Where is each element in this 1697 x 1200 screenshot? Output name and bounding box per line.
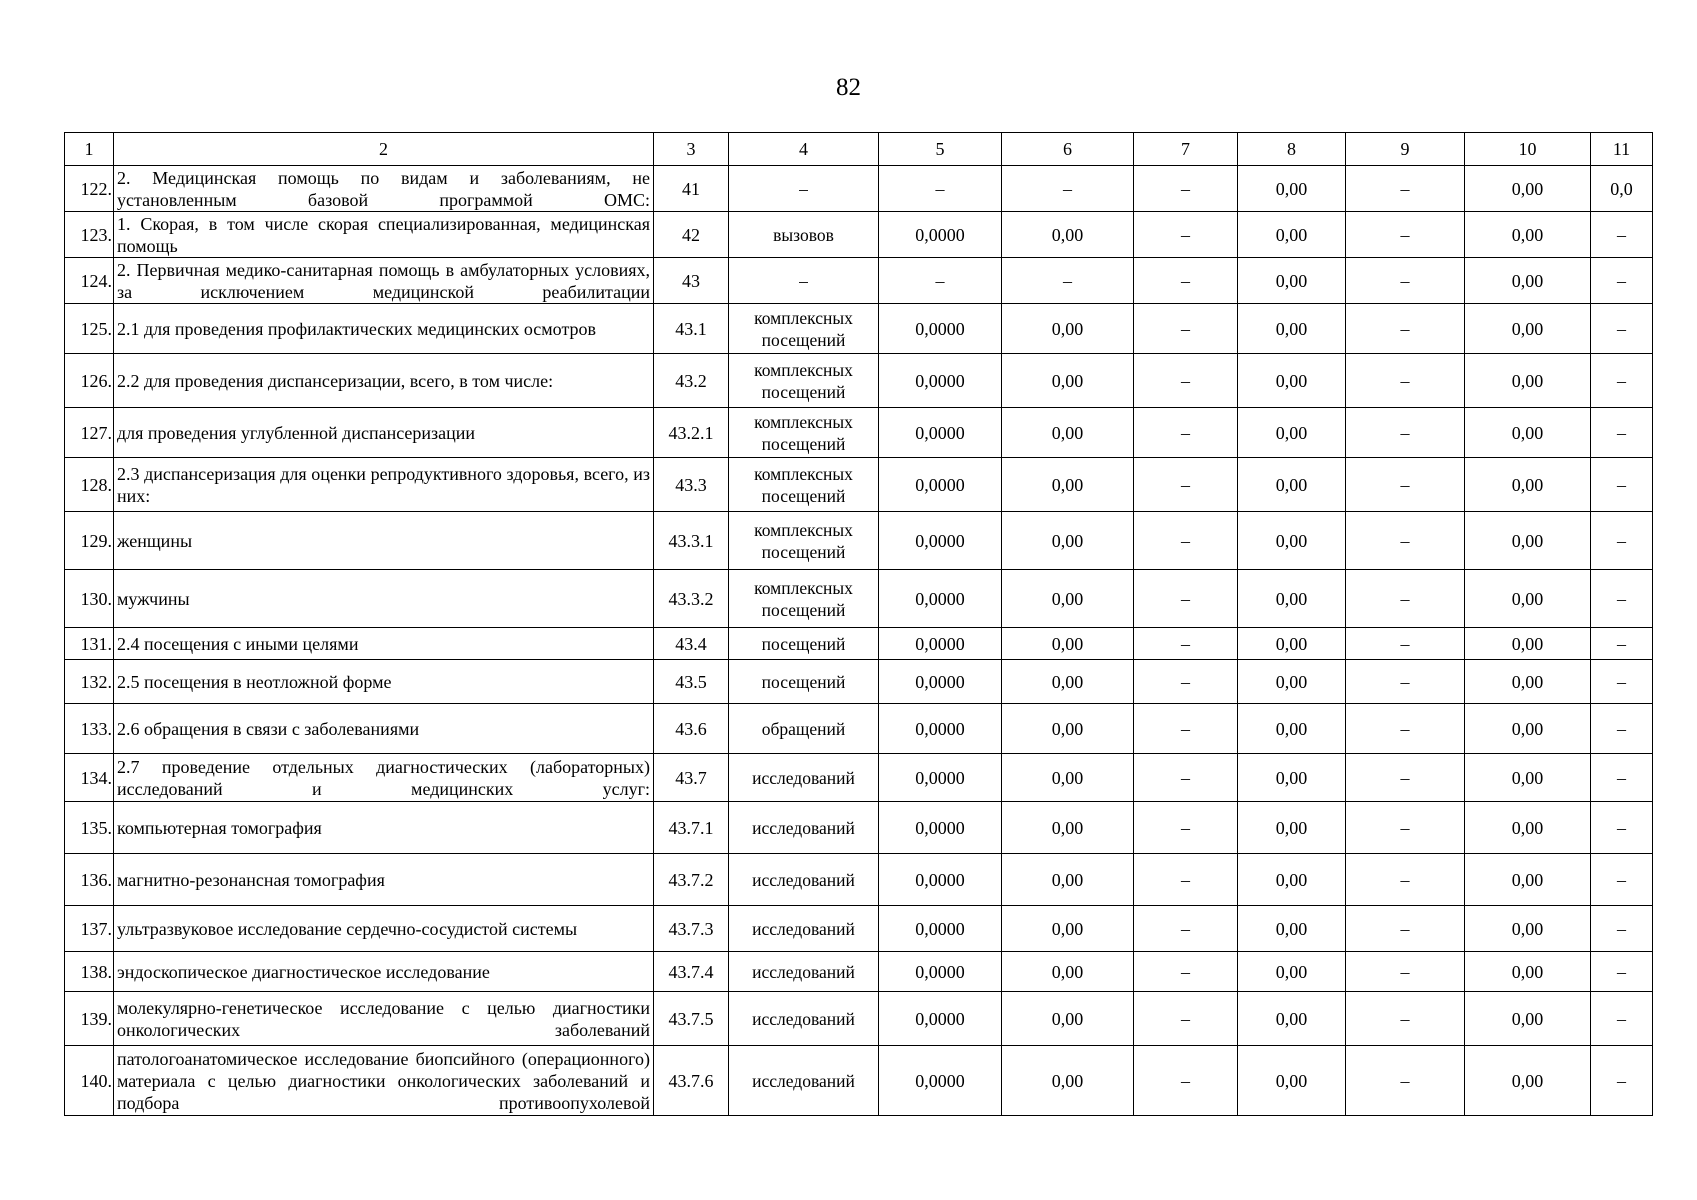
row-code-cell: 43.7.1 bbox=[654, 802, 729, 854]
row-number-cell: 123. bbox=[65, 212, 114, 258]
row-col5-cell: 0,0000 bbox=[879, 802, 1002, 854]
row-col10-cell: 0,00 bbox=[1465, 952, 1591, 992]
row-name-cell: ультразвуковое исследование сердечно-сосудистой системы bbox=[114, 906, 654, 952]
row-col10-cell: 0,00 bbox=[1465, 212, 1591, 258]
row-number-cell: 132. bbox=[65, 660, 114, 704]
table-row bbox=[65, 258, 1653, 304]
row-col11-cell: – bbox=[1591, 628, 1653, 660]
row-col5-cell: 0,0000 bbox=[879, 354, 1002, 408]
row-code-cell: 43.7 bbox=[654, 754, 729, 802]
row-col6-cell: 0,00 bbox=[1002, 854, 1134, 906]
row-col5-cell: 0,0000 bbox=[879, 754, 1002, 802]
row-col8-cell: 0,00 bbox=[1238, 458, 1346, 512]
row-col11-cell: – bbox=[1591, 802, 1653, 854]
row-col11-cell: – bbox=[1591, 854, 1653, 906]
header-cell: 6 bbox=[1002, 133, 1134, 166]
row-col11-cell: – bbox=[1591, 906, 1653, 952]
row-col6-cell: 0,00 bbox=[1002, 212, 1134, 258]
row-col10-cell: 0,00 bbox=[1465, 802, 1591, 854]
row-code-cell: 42 bbox=[654, 212, 729, 258]
row-col11-cell: – bbox=[1591, 754, 1653, 802]
row-number-cell: 131. bbox=[65, 628, 114, 660]
row-col9-cell: – bbox=[1346, 952, 1465, 992]
row-number-cell: 137. bbox=[65, 906, 114, 952]
page-number: 82 bbox=[836, 74, 861, 101]
row-col6-cell: 0,00 bbox=[1002, 512, 1134, 570]
row-col10-cell: 0,00 bbox=[1465, 906, 1591, 952]
row-code-cell: 43.1 bbox=[654, 304, 729, 354]
row-col5-cell: 0,0000 bbox=[879, 704, 1002, 754]
row-col9-cell: – bbox=[1346, 704, 1465, 754]
row-name-text: патологоанатомическое исследование биопсийного (операционного) материала с целью диагностики онкологических заболеваний и подбора противоопухолевой bbox=[117, 1048, 650, 1113]
row-code-cell: 43.7.6 bbox=[654, 1046, 729, 1116]
table-row bbox=[65, 304, 1653, 354]
row-col8-cell: 0,00 bbox=[1238, 570, 1346, 628]
row-col5-cell: 0,0000 bbox=[879, 304, 1002, 354]
row-number-cell: 130. bbox=[65, 570, 114, 628]
table-row bbox=[65, 512, 1653, 570]
row-col7-cell: – bbox=[1134, 992, 1238, 1046]
row-col6-cell: 0,00 bbox=[1002, 802, 1134, 854]
row-col9-cell: – bbox=[1346, 304, 1465, 354]
row-name-cell: эндоскопическое диагностическое исследование bbox=[114, 952, 654, 992]
row-name-cell: 2.5 посещения в неотложной форме bbox=[114, 660, 654, 704]
row-col7-cell: – bbox=[1134, 802, 1238, 854]
row-col5-cell: 0,0000 bbox=[879, 854, 1002, 906]
table-row bbox=[65, 628, 1653, 660]
row-number-cell: 129. bbox=[65, 512, 114, 570]
row-col9-cell: – bbox=[1346, 570, 1465, 628]
row-col9-cell: – bbox=[1346, 408, 1465, 458]
row-col10-cell: 0,00 bbox=[1465, 166, 1591, 212]
row-code-cell: 43.3.2 bbox=[654, 570, 729, 628]
row-col10-cell: 0,00 bbox=[1465, 408, 1591, 458]
row-unit-cell: комплексных посещений bbox=[729, 570, 879, 628]
row-name-cell: для проведения углубленной диспансеризации bbox=[114, 408, 654, 458]
row-col9-cell: – bbox=[1346, 354, 1465, 408]
row-col8-cell: 0,00 bbox=[1238, 212, 1346, 258]
row-col7-cell: – bbox=[1134, 906, 1238, 952]
row-col8-cell: 0,00 bbox=[1238, 660, 1346, 704]
row-col11-cell: – bbox=[1591, 212, 1653, 258]
header-cell: 4 bbox=[729, 133, 879, 166]
table-row bbox=[65, 854, 1653, 906]
row-name-cell: женщины bbox=[114, 512, 654, 570]
table-row bbox=[65, 906, 1653, 952]
header-cell: 2 bbox=[114, 133, 654, 166]
row-number-cell: 125. bbox=[65, 304, 114, 354]
row-code-cell: 43.3 bbox=[654, 458, 729, 512]
row-code-cell: 43.5 bbox=[654, 660, 729, 704]
row-col10-cell: 0,00 bbox=[1465, 992, 1591, 1046]
row-unit-cell: комплексных посещений bbox=[729, 408, 879, 458]
row-unit-cell: исследований bbox=[729, 754, 879, 802]
row-col9-cell: – bbox=[1346, 166, 1465, 212]
row-col10-cell: 0,00 bbox=[1465, 1046, 1591, 1116]
row-col6-cell: 0,00 bbox=[1002, 1046, 1134, 1116]
row-col11-cell: – bbox=[1591, 660, 1653, 704]
row-col10-cell: 0,00 bbox=[1465, 754, 1591, 802]
row-unit-cell: комплексных посещений bbox=[729, 458, 879, 512]
row-number-cell: 140. bbox=[65, 1046, 114, 1116]
row-unit-cell: исследований bbox=[729, 992, 879, 1046]
row-name-cell: 2.6 обращения в связи с заболеваниями bbox=[114, 704, 654, 754]
row-col8-cell: 0,00 bbox=[1238, 704, 1346, 754]
row-col8-cell: 0,00 bbox=[1238, 854, 1346, 906]
row-name-cell: 2.3 диспансеризация для оценки репродуктивного здоровья, всего, из них: bbox=[114, 458, 654, 512]
row-col5-cell: 0,0000 bbox=[879, 408, 1002, 458]
row-number-cell: 127. bbox=[65, 408, 114, 458]
header-cell: 11 bbox=[1591, 133, 1653, 166]
row-name-cell: магнитно-резонансная томография bbox=[114, 854, 654, 906]
row-unit-cell: – bbox=[729, 258, 879, 304]
row-col11-cell: – bbox=[1591, 408, 1653, 458]
table-row bbox=[65, 1046, 1653, 1116]
row-code-cell: 43.4 bbox=[654, 628, 729, 660]
row-col11-cell: – bbox=[1591, 258, 1653, 304]
row-col8-cell: 0,00 bbox=[1238, 408, 1346, 458]
row-col10-cell: 0,00 bbox=[1465, 458, 1591, 512]
row-unit-cell: исследований bbox=[729, 854, 879, 906]
table-row bbox=[65, 212, 1653, 258]
row-col5-cell: 0,0000 bbox=[879, 660, 1002, 704]
row-col8-cell: 0,00 bbox=[1238, 166, 1346, 212]
row-number-cell: 139. bbox=[65, 992, 114, 1046]
row-col6-cell: 0,00 bbox=[1002, 906, 1134, 952]
row-col8-cell: 0,00 bbox=[1238, 258, 1346, 304]
row-name-cell: 2. Первичная медико-санитарная помощь в амбулаторных условиях, за исключением медицинской реабилитации bbox=[114, 258, 654, 304]
row-col6-cell: 0,00 bbox=[1002, 304, 1134, 354]
table-row bbox=[65, 704, 1653, 754]
row-col6-cell: 0,00 bbox=[1002, 458, 1134, 512]
table-row bbox=[65, 952, 1653, 992]
row-code-cell: 43.7.5 bbox=[654, 992, 729, 1046]
row-unit-cell: посещений bbox=[729, 660, 879, 704]
row-col11-cell: – bbox=[1591, 458, 1653, 512]
row-col5-cell: 0,0000 bbox=[879, 458, 1002, 512]
row-unit-cell: комплексных посещений bbox=[729, 354, 879, 408]
row-col7-cell: – bbox=[1134, 854, 1238, 906]
row-col6-cell: 0,00 bbox=[1002, 992, 1134, 1046]
row-col11-cell: – bbox=[1591, 992, 1653, 1046]
row-col10-cell: 0,00 bbox=[1465, 660, 1591, 704]
row-number-cell: 126. bbox=[65, 354, 114, 408]
row-name-cell: 2. Медицинская помощь по видам и заболеваниям, не установленным базовой программой ОМС: bbox=[114, 166, 654, 212]
row-col8-cell: 0,00 bbox=[1238, 992, 1346, 1046]
row-code-cell: 43.2 bbox=[654, 354, 729, 408]
header-cell: 9 bbox=[1346, 133, 1465, 166]
row-col7-cell: – bbox=[1134, 458, 1238, 512]
row-col6-cell: 0,00 bbox=[1002, 408, 1134, 458]
row-col8-cell: 0,00 bbox=[1238, 754, 1346, 802]
row-col11-cell: – bbox=[1591, 570, 1653, 628]
table-row bbox=[65, 458, 1653, 512]
row-number-cell: 134. bbox=[65, 754, 114, 802]
row-unit-cell: комплексных посещений bbox=[729, 512, 879, 570]
row-number-cell: 138. bbox=[65, 952, 114, 992]
row-col6-cell: 0,00 bbox=[1002, 952, 1134, 992]
row-name-cell: 1. Скорая, в том числе скорая специализированная, медицинская помощь bbox=[114, 212, 654, 258]
row-col6-cell: 0,00 bbox=[1002, 570, 1134, 628]
row-col8-cell: 0,00 bbox=[1238, 512, 1346, 570]
row-col6-cell: – bbox=[1002, 258, 1134, 304]
row-col5-cell: – bbox=[879, 258, 1002, 304]
row-col9-cell: – bbox=[1346, 992, 1465, 1046]
header-cell: 8 bbox=[1238, 133, 1346, 166]
row-col7-cell: – bbox=[1134, 354, 1238, 408]
row-code-cell: 43.3.1 bbox=[654, 512, 729, 570]
table-row bbox=[65, 408, 1653, 458]
row-col10-cell: 0,00 bbox=[1465, 354, 1591, 408]
row-unit-cell: обращений bbox=[729, 704, 879, 754]
header-cell: 3 bbox=[654, 133, 729, 166]
row-name-cell bbox=[114, 1046, 654, 1116]
row-col6-cell: 0,00 bbox=[1002, 754, 1134, 802]
row-col6-cell: – bbox=[1002, 166, 1134, 212]
row-col5-cell: 0,0000 bbox=[879, 212, 1002, 258]
row-number-cell: 136. bbox=[65, 854, 114, 906]
row-number-cell: 128. bbox=[65, 458, 114, 512]
row-col11-cell: – bbox=[1591, 304, 1653, 354]
data-table bbox=[64, 132, 1653, 1116]
table-row bbox=[65, 754, 1653, 802]
row-col11-cell: – bbox=[1591, 354, 1653, 408]
row-col7-cell: – bbox=[1134, 660, 1238, 704]
row-col5-cell: 0,0000 bbox=[879, 570, 1002, 628]
table-row bbox=[65, 570, 1653, 628]
row-col9-cell: – bbox=[1346, 754, 1465, 802]
row-col9-cell: – bbox=[1346, 906, 1465, 952]
row-col11-cell: – bbox=[1591, 704, 1653, 754]
row-col7-cell: – bbox=[1134, 1046, 1238, 1116]
row-code-cell: 43.7.3 bbox=[654, 906, 729, 952]
header-cell: 1 bbox=[65, 133, 114, 166]
header-cell: 7 bbox=[1134, 133, 1238, 166]
row-col7-cell: – bbox=[1134, 570, 1238, 628]
row-col9-cell: – bbox=[1346, 212, 1465, 258]
row-code-cell: 43.7.2 bbox=[654, 854, 729, 906]
row-col10-cell: 0,00 bbox=[1465, 258, 1591, 304]
row-col8-cell: 0,00 bbox=[1238, 802, 1346, 854]
row-col5-cell: 0,0000 bbox=[879, 952, 1002, 992]
table-row bbox=[65, 992, 1653, 1046]
table-row bbox=[65, 166, 1653, 212]
row-col8-cell: 0,00 bbox=[1238, 1046, 1346, 1116]
row-col11-cell: – bbox=[1591, 1046, 1653, 1116]
table-header-row bbox=[65, 133, 1653, 166]
row-col10-cell: 0,00 bbox=[1465, 570, 1591, 628]
row-col8-cell: 0,00 bbox=[1238, 906, 1346, 952]
row-unit-cell: – bbox=[729, 166, 879, 212]
row-col6-cell: 0,00 bbox=[1002, 660, 1134, 704]
row-name-cell: 2.1 для проведения профилактических медицинских осмотров bbox=[114, 304, 654, 354]
row-code-cell: 43.6 bbox=[654, 704, 729, 754]
row-col7-cell: – bbox=[1134, 304, 1238, 354]
row-col5-cell: 0,0000 bbox=[879, 512, 1002, 570]
row-number-cell: 124. bbox=[65, 258, 114, 304]
row-col5-cell: 0,0000 bbox=[879, 1046, 1002, 1116]
row-col6-cell: 0,00 bbox=[1002, 354, 1134, 408]
row-col8-cell: 0,00 bbox=[1238, 304, 1346, 354]
header-cell: 10 bbox=[1465, 133, 1591, 166]
row-name-cell: 2.2 для проведения диспансеризации, всего, в том числе: bbox=[114, 354, 654, 408]
row-col11-cell: 0,0 bbox=[1591, 166, 1653, 212]
row-col7-cell: – bbox=[1134, 166, 1238, 212]
row-col7-cell: – bbox=[1134, 512, 1238, 570]
row-col7-cell: – bbox=[1134, 704, 1238, 754]
row-col5-cell: 0,0000 bbox=[879, 906, 1002, 952]
row-name-cell: компьютерная томография bbox=[114, 802, 654, 854]
row-number-cell: 122. bbox=[65, 166, 114, 212]
header-cell: 5 bbox=[879, 133, 1002, 166]
row-col9-cell: – bbox=[1346, 512, 1465, 570]
row-number-cell: 135. bbox=[65, 802, 114, 854]
table-row bbox=[65, 660, 1653, 704]
row-col5-cell: – bbox=[879, 166, 1002, 212]
row-col7-cell: – bbox=[1134, 754, 1238, 802]
row-col10-cell: 0,00 bbox=[1465, 512, 1591, 570]
row-col6-cell: 0,00 bbox=[1002, 628, 1134, 660]
table-row bbox=[65, 802, 1653, 854]
row-unit-cell: комплексных посещений bbox=[729, 304, 879, 354]
row-col11-cell: – bbox=[1591, 952, 1653, 992]
row-col7-cell: – bbox=[1134, 408, 1238, 458]
row-code-cell: 41 bbox=[654, 166, 729, 212]
row-col7-cell: – bbox=[1134, 258, 1238, 304]
row-name-cell: мужчины bbox=[114, 570, 654, 628]
row-col9-cell: – bbox=[1346, 628, 1465, 660]
row-col7-cell: – bbox=[1134, 952, 1238, 992]
table-row bbox=[65, 354, 1653, 408]
row-unit-cell: исследований bbox=[729, 802, 879, 854]
row-col5-cell: 0,0000 bbox=[879, 628, 1002, 660]
row-col9-cell: – bbox=[1346, 258, 1465, 304]
row-code-cell: 43.2.1 bbox=[654, 408, 729, 458]
row-col9-cell: – bbox=[1346, 458, 1465, 512]
row-col6-cell: 0,00 bbox=[1002, 704, 1134, 754]
row-name-cell: 2.7 проведение отдельных диагностических (лабораторных) исследований и медицинских услуг: bbox=[114, 754, 654, 802]
row-col10-cell: 0,00 bbox=[1465, 628, 1591, 660]
row-code-cell: 43.7.4 bbox=[654, 952, 729, 992]
row-unit-cell: вызовов bbox=[729, 212, 879, 258]
row-col9-cell: – bbox=[1346, 854, 1465, 906]
row-unit-cell: исследований bbox=[729, 1046, 879, 1116]
row-code-cell: 43 bbox=[654, 258, 729, 304]
row-col9-cell: – bbox=[1346, 1046, 1465, 1116]
row-col10-cell: 0,00 bbox=[1465, 304, 1591, 354]
row-col7-cell: – bbox=[1134, 628, 1238, 660]
row-col10-cell: 0,00 bbox=[1465, 854, 1591, 906]
row-col11-cell: – bbox=[1591, 512, 1653, 570]
row-col9-cell: – bbox=[1346, 660, 1465, 704]
row-number-cell: 133. bbox=[65, 704, 114, 754]
row-col9-cell: – bbox=[1346, 802, 1465, 854]
row-col5-cell: 0,0000 bbox=[879, 992, 1002, 1046]
row-unit-cell: исследований bbox=[729, 906, 879, 952]
row-name-cell: 2.4 посещения с иными целями bbox=[114, 628, 654, 660]
row-col8-cell: 0,00 bbox=[1238, 952, 1346, 992]
row-unit-cell: посещений bbox=[729, 628, 879, 660]
row-col7-cell: – bbox=[1134, 212, 1238, 258]
row-col10-cell: 0,00 bbox=[1465, 704, 1591, 754]
row-col8-cell: 0,00 bbox=[1238, 628, 1346, 660]
row-col8-cell: 0,00 bbox=[1238, 354, 1346, 408]
row-name-cell: молекулярно-генетическое исследование с целью диагностики онкологических заболеваний bbox=[114, 992, 654, 1046]
row-unit-cell: исследований bbox=[729, 952, 879, 992]
